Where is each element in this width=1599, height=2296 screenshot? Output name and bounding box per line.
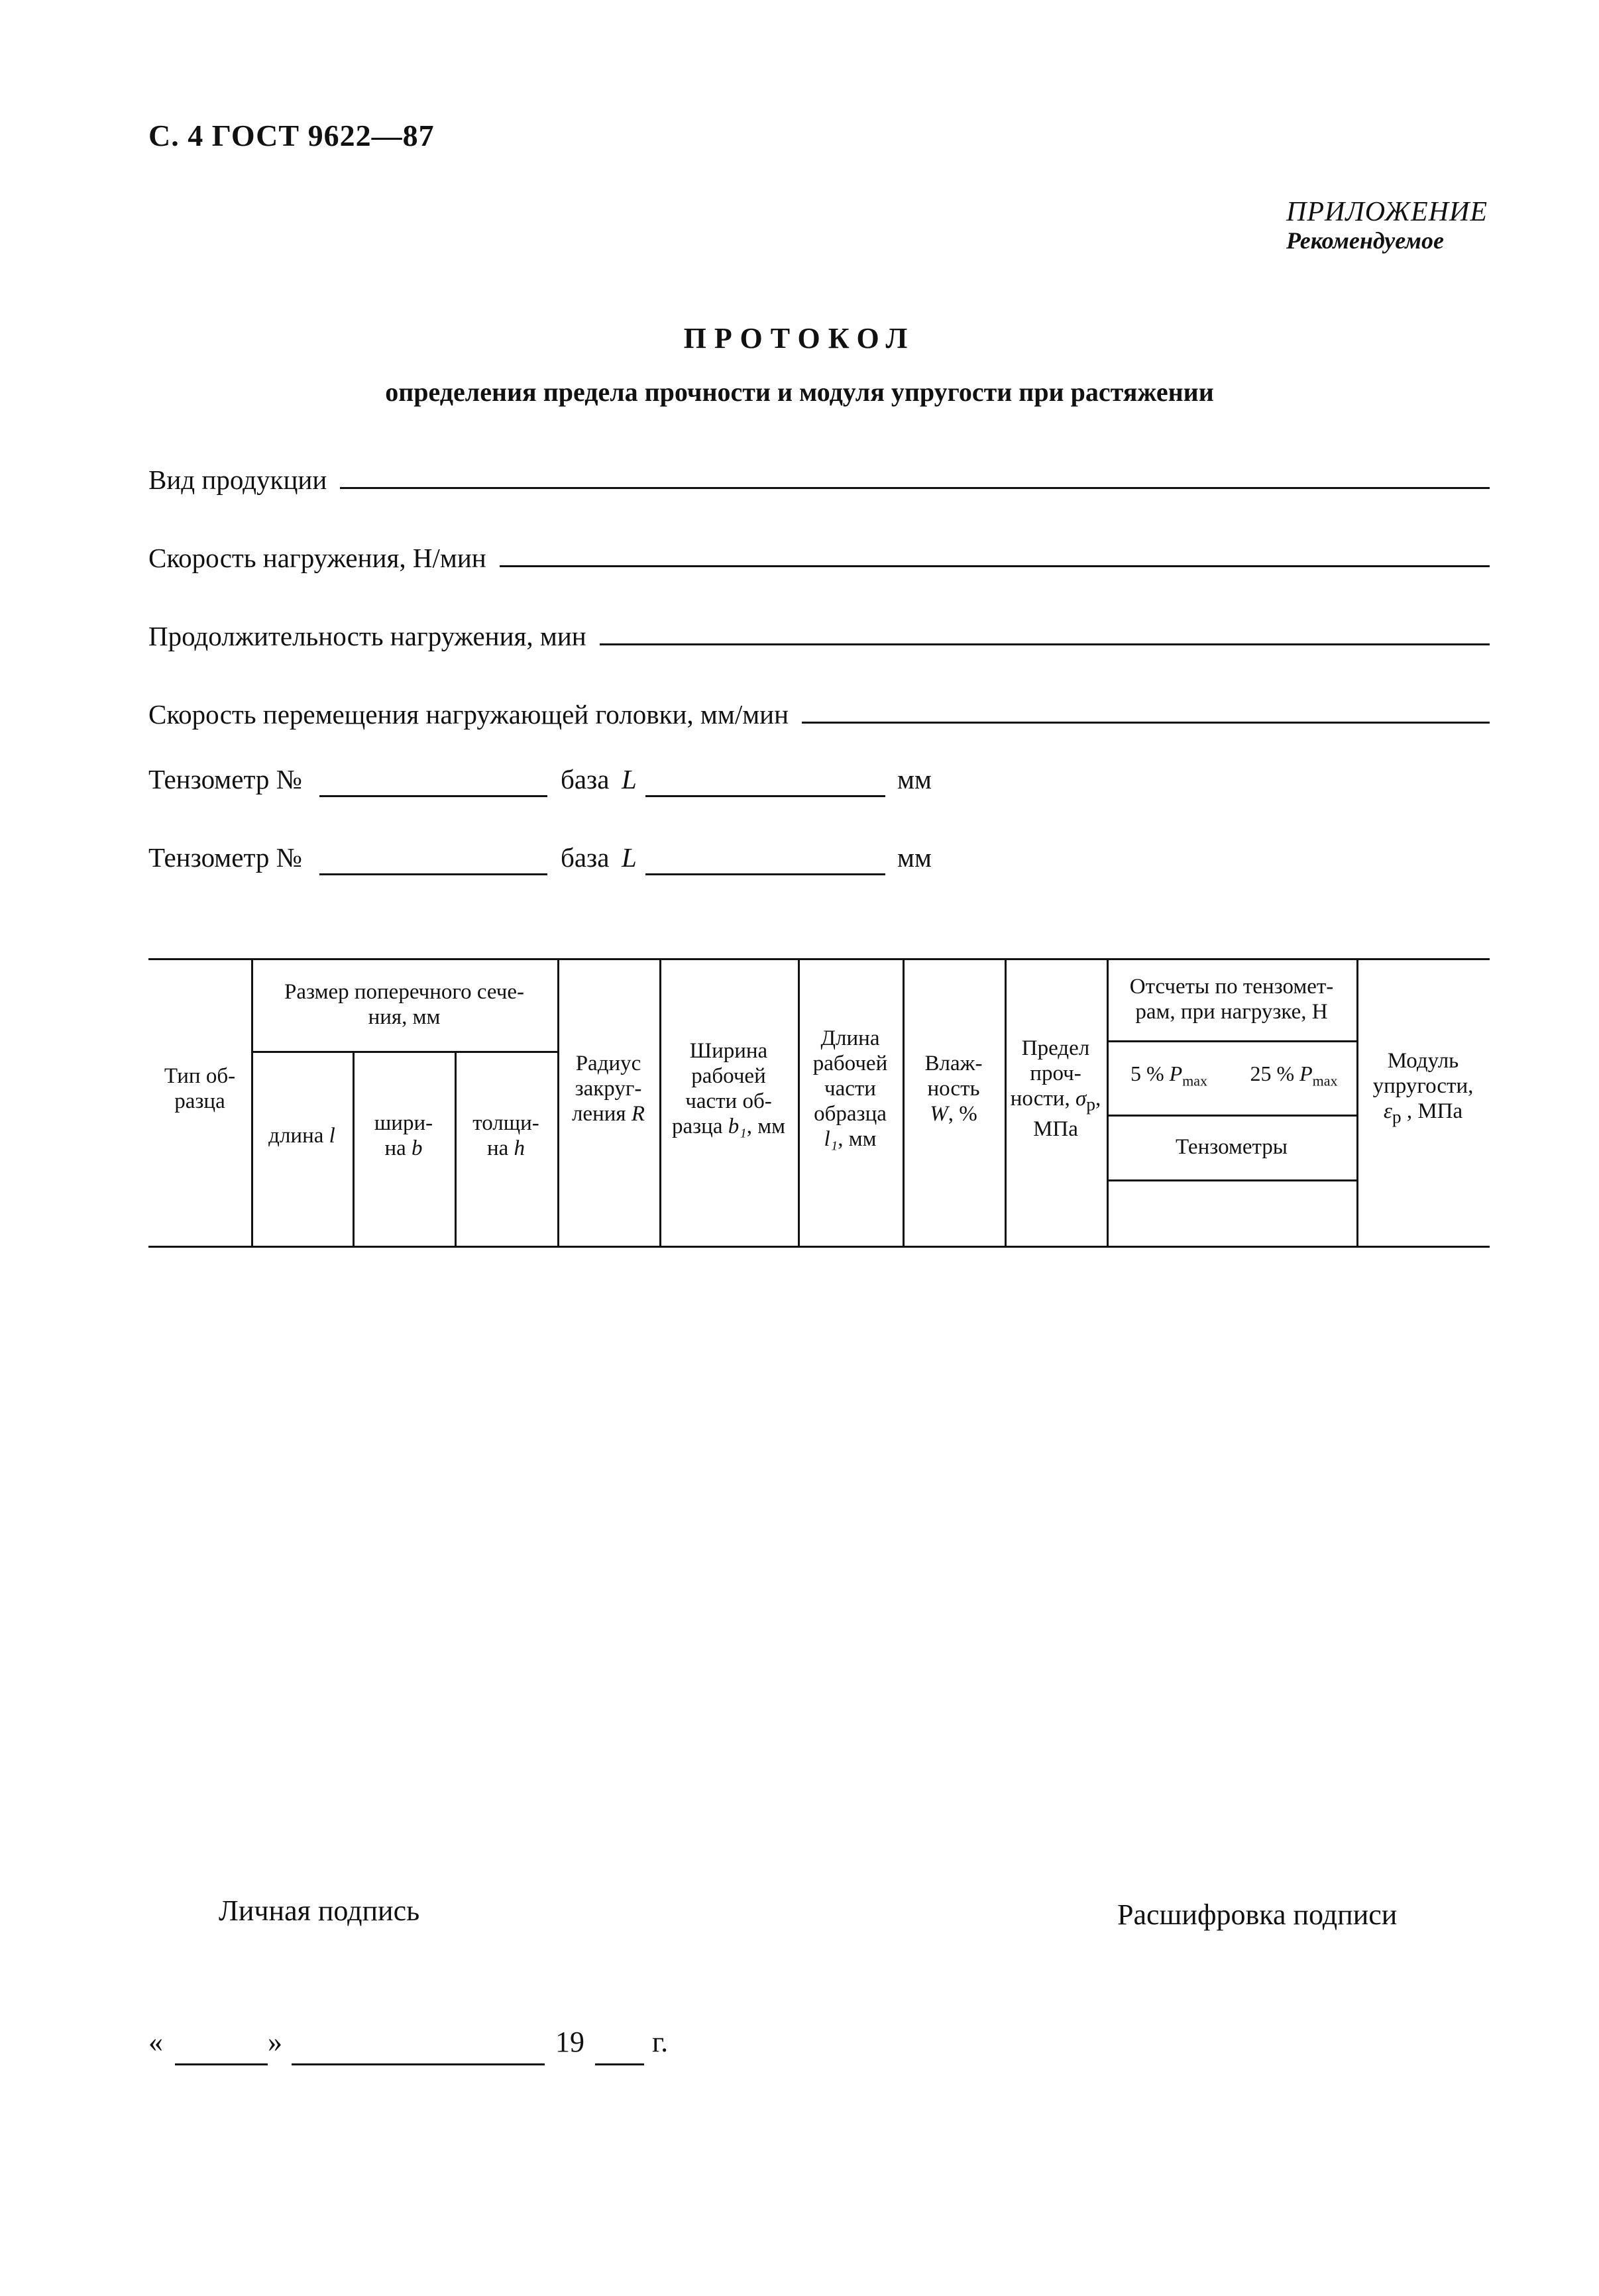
unit-label: мм xyxy=(897,764,932,794)
document-subtitle: определения предела прочности и модуля упругости при растяжении xyxy=(385,377,1214,407)
header-unit: , мм xyxy=(838,1127,877,1151)
header-moisture xyxy=(903,958,1005,1246)
header-unit: , МПа xyxy=(1401,1099,1463,1123)
header-text: Отсчеты по тензомет-рам, при нагрузке, Н xyxy=(1129,975,1334,1024)
header-symbol: P xyxy=(1169,1062,1183,1086)
header-symbol: b xyxy=(412,1136,423,1160)
field-label: Продолжительность нагружения, мин xyxy=(148,621,586,651)
field-product-type[interactable] xyxy=(148,456,1490,496)
header-tensometers xyxy=(1107,1115,1356,1179)
header-text: части xyxy=(824,1077,876,1101)
header-load-25 xyxy=(1231,1040,1356,1115)
tensometer-number-line[interactable] xyxy=(319,795,547,797)
base-label: база xyxy=(561,842,610,873)
header-text: Предел проч-ности, xyxy=(1010,1036,1090,1111)
header-load-5 xyxy=(1107,1040,1231,1115)
page-header: С. 4 ГОСТ 9622—87 xyxy=(148,119,435,152)
header-symbol: l xyxy=(329,1124,335,1148)
tensometer-label: Тензометр № xyxy=(148,842,302,873)
fill-line[interactable] xyxy=(802,722,1490,724)
header-tensile-strength xyxy=(1005,958,1107,1246)
day-line[interactable] xyxy=(175,2063,268,2065)
appendix-label xyxy=(1286,196,1488,254)
header-subscript: max xyxy=(1182,1072,1208,1089)
header-subscript: max xyxy=(1312,1072,1338,1089)
header-radius xyxy=(557,958,659,1246)
field-label: Скорость перемещения нагружающей головки, мм/мин xyxy=(148,699,789,730)
header-text: Ширина xyxy=(689,1039,768,1063)
header-text: Размер поперечного сече-ния, мм xyxy=(284,980,524,1029)
header-symbol: h xyxy=(514,1136,525,1160)
fill-line[interactable] xyxy=(500,565,1490,567)
document-title: ПРОТОКОЛ xyxy=(683,322,916,355)
date-open-quote: « xyxy=(148,2026,163,2058)
protocol-table xyxy=(148,958,1490,1247)
header-text: шири-на xyxy=(374,1111,433,1160)
header-text: длина xyxy=(268,1124,324,1148)
header-text: разца xyxy=(672,1115,723,1138)
date-century: 19 xyxy=(555,2026,584,2058)
header-work-length xyxy=(798,958,903,1246)
header-text: Модуль упругости, xyxy=(1372,1048,1474,1098)
tensometer-number-line[interactable] xyxy=(319,873,547,875)
header-text: рабочей xyxy=(691,1064,766,1088)
header-symbol: W xyxy=(930,1102,948,1126)
base-label: база xyxy=(561,764,610,794)
header-modulus xyxy=(1356,958,1490,1246)
header-text: 25 % xyxy=(1250,1062,1295,1086)
date-line xyxy=(148,2025,745,2071)
header-specimen-type xyxy=(148,958,251,1246)
header-text: толщи-на xyxy=(472,1111,539,1160)
header-length xyxy=(251,1051,353,1247)
header-text: образца xyxy=(814,1102,887,1126)
header-symbol: ε xyxy=(1383,1099,1392,1123)
header-readings xyxy=(1107,958,1356,1040)
signature-personal-label: Личная подпись xyxy=(219,1894,420,1927)
header-width xyxy=(353,1051,455,1247)
field-head-speed[interactable] xyxy=(148,690,1490,730)
tensometer-row-2 xyxy=(148,842,1010,881)
header-text: 5 % xyxy=(1130,1062,1164,1086)
header-subscript: р xyxy=(1392,1106,1402,1127)
field-label: Скорость нагружения, Н/мин xyxy=(148,543,486,573)
unit-label: мм xyxy=(897,842,932,873)
year-line[interactable] xyxy=(595,2063,644,2065)
date-year-suffix: г. xyxy=(652,2026,669,2058)
header-text: Влаж-ность xyxy=(924,1052,983,1101)
header-text: Тип об-разца xyxy=(164,1064,236,1113)
field-loading-duration[interactable] xyxy=(148,612,1490,652)
base-value-line[interactable] xyxy=(645,795,885,797)
header-symbol: σ xyxy=(1075,1086,1087,1111)
header-unit: , МПа xyxy=(1033,1086,1101,1142)
appendix-status: Рекомендуемое xyxy=(1286,227,1444,254)
header-work-width xyxy=(659,958,798,1246)
header-section-size xyxy=(251,958,557,1051)
field-loading-rate[interactable] xyxy=(148,534,1490,574)
header-symbol: R xyxy=(631,1102,645,1126)
fill-line[interactable] xyxy=(600,643,1490,645)
header-thickness xyxy=(455,1051,557,1247)
month-line[interactable] xyxy=(292,2063,545,2065)
header-subscript: р xyxy=(1086,1093,1095,1115)
table-data-cell[interactable] xyxy=(1107,1179,1356,1246)
base-symbol: L xyxy=(622,764,637,794)
header-text: Радиус закруг-ления xyxy=(571,1052,642,1126)
header-text: рабочей xyxy=(812,1052,888,1075)
base-symbol: L xyxy=(622,842,637,873)
tensometer-row-1 xyxy=(148,763,1010,803)
header-text: Тензометры xyxy=(1176,1135,1288,1159)
tensometer-label: Тензометр № xyxy=(148,764,302,794)
appendix-title: ПРИЛОЖЕНИЕ xyxy=(1286,197,1488,227)
header-symbol: P xyxy=(1299,1062,1313,1086)
base-value-line[interactable] xyxy=(645,873,885,875)
field-label: Вид продукции xyxy=(148,465,327,495)
header-symbol: b₁ xyxy=(728,1115,747,1138)
signature-decoding-label: Расшифровка подписи xyxy=(1117,1898,1398,1931)
header-unit: , мм xyxy=(746,1115,785,1138)
fill-line[interactable] xyxy=(340,487,1490,489)
header-text: части об- xyxy=(685,1089,772,1113)
header-text: Длина xyxy=(820,1026,880,1050)
header-unit: , % xyxy=(948,1102,977,1126)
header-symbol: l₁ xyxy=(824,1127,838,1151)
date-close-quote: » xyxy=(268,2026,282,2058)
